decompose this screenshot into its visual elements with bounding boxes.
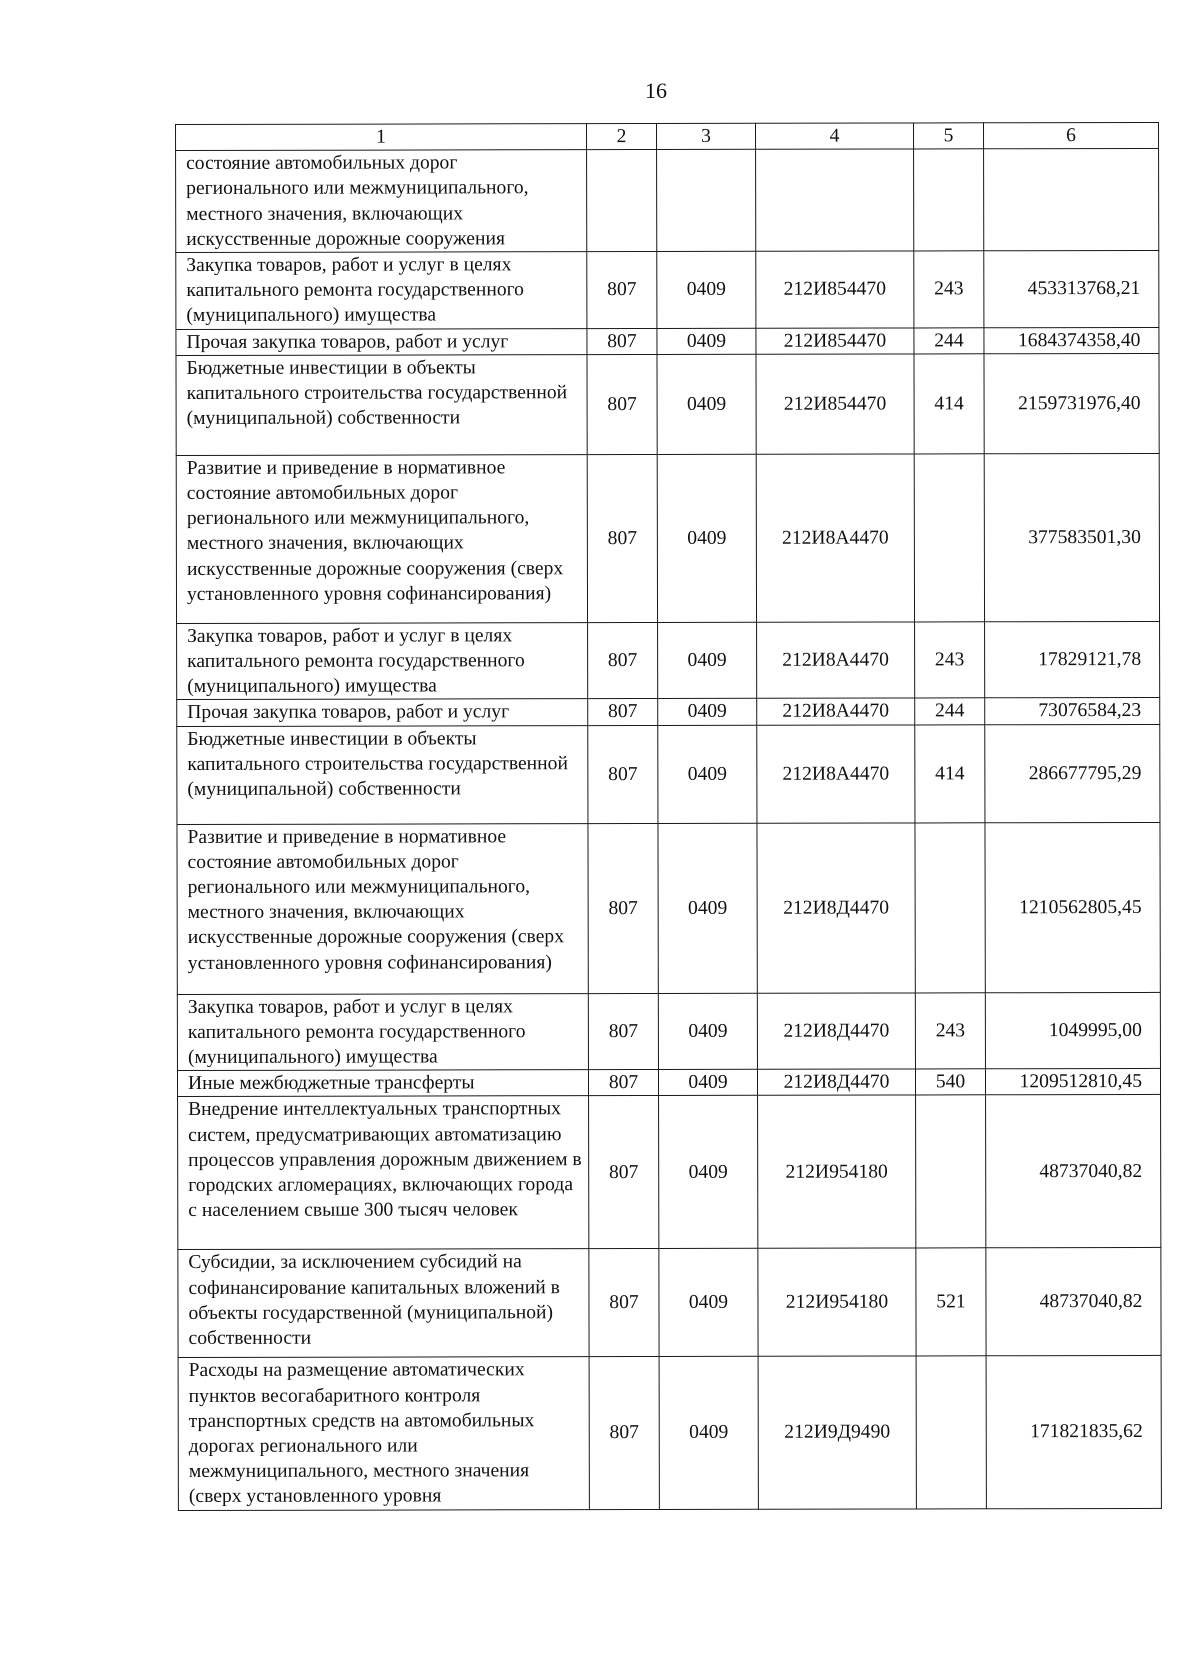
row-amount-cell [984, 149, 1159, 251]
row-col-3-cell: 0409 [659, 1249, 758, 1357]
table-row [176, 250, 1159, 329]
row-col-5-cell [914, 454, 984, 622]
row-col-5-cell: 414 [914, 354, 984, 454]
row-amount-cell: 17829121,78 [985, 621, 1160, 698]
row-col-5-cell: 243 [915, 992, 985, 1069]
row-col-4-cell: 212И8А4470 [757, 725, 915, 823]
row-col-4-cell: 212И8А4470 [757, 622, 915, 699]
row-col-2-cell: 807 [587, 354, 657, 454]
row-col-3-cell: 0409 [658, 725, 757, 823]
row-col-3-cell: 0409 [657, 251, 756, 328]
row-col-2-cell [587, 150, 657, 252]
row-name-cell: Развитие и приведение в нормативное состояние автомобильных дорог регионального или межмуниципального, местного значения, включающих искусственные дорожные сооружения (сверх установленного уровня софинансирования) [176, 454, 587, 623]
row-name-cell: Бюджетные инвестиции в объекты капитального строительства государственной (муниципальной) собственности [177, 725, 588, 824]
row-col-4-cell: 212И8Д4470 [757, 993, 915, 1070]
row-name-cell: Прочая закупка товаров, работ и услуг [177, 699, 588, 726]
header-col-2: 2 [587, 123, 657, 149]
row-col-2-cell: 807 [588, 823, 658, 993]
row-col-4-cell: 212И854470 [756, 354, 914, 454]
header-col-5: 5 [913, 123, 983, 149]
row-col-2-cell: 807 [588, 725, 658, 823]
row-name-cell: Прочая закупка товаров, работ и услуг [176, 328, 587, 355]
row-name-cell: состояние автомобильных дорог регионального или межмуниципального, местного значения, включающих искусственные дорожные сооружения [176, 150, 587, 253]
header-col-6: 6 [983, 122, 1158, 149]
row-name-cell: Субсидии, за исключением субсидий на софинансирование капитальных вложений в объекты государственной (муниципальной) собственности [178, 1249, 589, 1358]
table-row [178, 1248, 1161, 1358]
row-amount-cell: 48737040,82 [986, 1248, 1161, 1356]
row-col-3-cell [657, 149, 756, 251]
row-amount-cell: 1684374358,40 [984, 327, 1159, 354]
table-row [177, 724, 1160, 824]
row-amount-cell: 2159731976,40 [984, 353, 1159, 453]
table-row [176, 353, 1159, 455]
table-row [176, 149, 1159, 253]
row-amount-cell: 286677795,29 [985, 724, 1160, 822]
row-col-3-cell: 0409 [658, 622, 757, 699]
row-col-4-cell: 212И8Д4470 [757, 1069, 915, 1096]
table-body [176, 149, 1162, 1511]
row-col-2-cell: 807 [588, 699, 658, 725]
row-col-5-cell: 540 [915, 1069, 985, 1095]
row-col-3-cell: 0409 [659, 1096, 758, 1249]
row-amount-cell: 377583501,30 [984, 453, 1159, 621]
row-name-cell: Развитие и приведение в нормативное состояние автомобильных дорог регионального или межмуниципального, местного значения, включающих искусственные дорожные сооружения (сверх установленного уровня софинансирования) [177, 823, 588, 994]
row-col-5-cell [914, 149, 984, 251]
row-name-cell: Расходы на размещение автоматических пунктов весогабаритного контроля транспортных средств на автомобильных дорогах регионального или межмуниципального, местного значения (сверх установленного уровня [178, 1357, 589, 1510]
row-col-5-cell [916, 1356, 986, 1508]
row-amount-cell: 453313768,21 [984, 250, 1159, 327]
row-name-cell: Бюджетные инвестиции в объекты капитального строительства государственной (муниципальной) собственности [176, 354, 587, 455]
row-col-4-cell: 212И854470 [756, 328, 914, 355]
row-col-4-cell [756, 149, 914, 251]
row-name-cell: Иные межбюджетные трансферты [177, 1070, 588, 1097]
table-row [177, 1069, 1160, 1097]
row-col-3-cell: 0409 [657, 454, 756, 622]
budget-table-container [175, 122, 1161, 1511]
table-header-row [176, 122, 1159, 150]
row-col-4-cell: 212И8А4470 [757, 698, 915, 725]
table-row [176, 327, 1159, 355]
row-col-3-cell: 0409 [658, 993, 757, 1070]
row-col-2-cell: 807 [587, 252, 657, 329]
row-col-5-cell: 243 [914, 251, 984, 328]
row-col-2-cell: 807 [589, 1096, 659, 1249]
row-col-5-cell: 414 [915, 724, 985, 822]
row-amount-cell: 1209512810,45 [985, 1069, 1160, 1096]
row-name-cell: Внедрение интеллектуальных транспортных систем, предусматривающих автоматизацию процессов управления дорожным движением в городских агломерациях, включающих города с населением свыше 300 тысяч человек [178, 1096, 589, 1250]
row-col-3-cell: 0409 [657, 354, 756, 454]
table-row [177, 822, 1160, 994]
row-col-4-cell: 212И954180 [758, 1248, 916, 1356]
row-col-4-cell: 212И8Д4470 [757, 823, 915, 993]
row-col-4-cell: 212И8А4470 [756, 454, 914, 622]
row-col-4-cell: 212И854470 [756, 251, 914, 328]
table-row [176, 453, 1159, 623]
row-col-2-cell: 807 [588, 993, 658, 1070]
row-col-5-cell: 243 [915, 622, 985, 699]
row-amount-cell: 171821835,62 [986, 1356, 1161, 1509]
row-col-4-cell: 212И9Д9490 [758, 1356, 916, 1509]
row-col-5-cell [915, 822, 985, 992]
row-col-5-cell: 244 [914, 327, 984, 353]
table-row [177, 621, 1160, 700]
row-col-3-cell: 0409 [658, 699, 757, 725]
row-name-cell: Закупка товаров, работ и услуг в целях капитального ремонта государственного (муниципального) имущества [177, 993, 588, 1070]
row-col-3-cell: 0409 [658, 1070, 757, 1096]
row-amount-cell: 1049995,00 [985, 992, 1160, 1069]
header-col-3: 3 [657, 123, 756, 149]
row-col-2-cell: 807 [589, 1249, 659, 1357]
row-col-2-cell: 807 [589, 1357, 659, 1509]
row-col-3-cell: 0409 [658, 823, 757, 993]
row-col-4-cell: 212И954180 [758, 1095, 916, 1248]
row-amount-cell: 73076584,23 [985, 698, 1160, 725]
table-row [178, 1095, 1161, 1250]
row-name-cell: Закупка товаров, работ и услуг в целях капитального ремонта государственного (муниципального) имущества [177, 622, 588, 699]
page-number: 16 [645, 78, 667, 103]
row-name-cell: Закупка товаров, работ и услуг в целях капитального ремонта государственного (муниципального) имущества [176, 252, 587, 329]
row-col-2-cell: 807 [588, 622, 658, 699]
table-row [177, 698, 1160, 726]
budget-table [175, 122, 1162, 1511]
row-col-2-cell: 807 [587, 328, 657, 354]
header-col-1: 1 [176, 124, 587, 151]
row-col-3-cell: 0409 [659, 1357, 758, 1509]
header-col-4: 4 [755, 123, 913, 150]
row-amount-cell: 1210562805,45 [985, 822, 1160, 992]
table-row [178, 1356, 1161, 1510]
row-col-5-cell: 244 [915, 698, 985, 724]
row-col-5-cell [916, 1095, 986, 1248]
row-col-2-cell: 807 [588, 1070, 658, 1096]
row-col-2-cell: 807 [587, 454, 657, 622]
row-amount-cell: 48737040,82 [986, 1095, 1161, 1248]
table-row [177, 992, 1160, 1071]
row-col-3-cell: 0409 [657, 328, 756, 354]
row-col-5-cell: 521 [916, 1248, 986, 1356]
